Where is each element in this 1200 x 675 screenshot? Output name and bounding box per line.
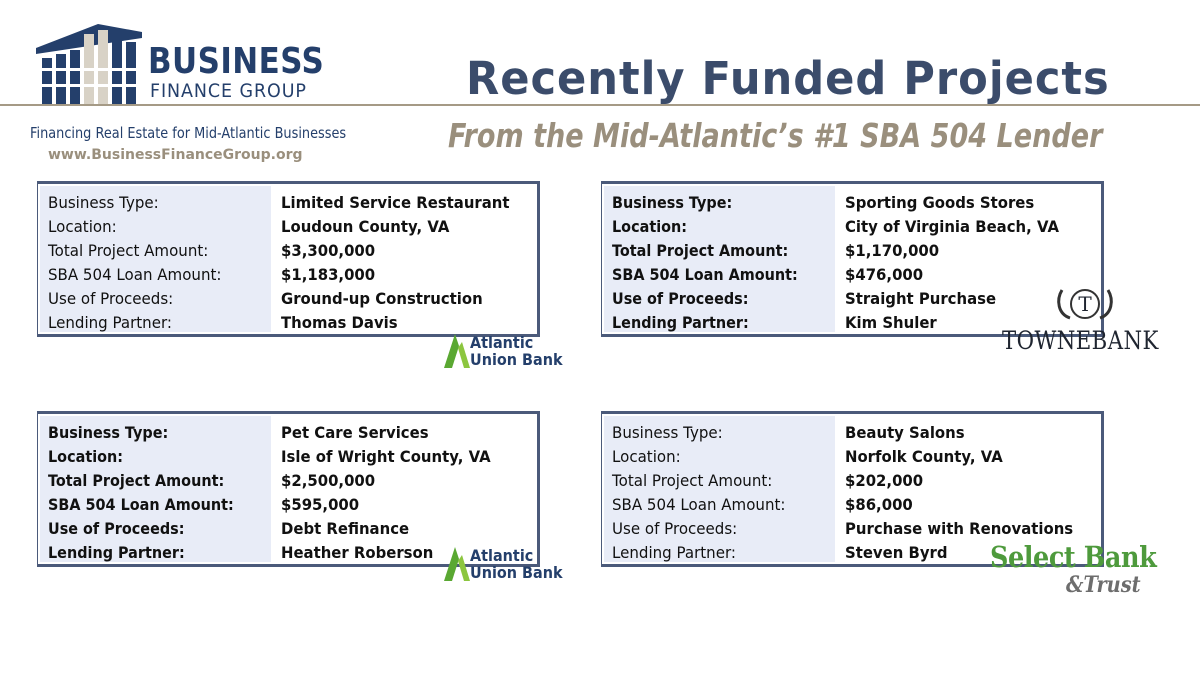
value-business-type: Beauty Salons — [845, 423, 965, 442]
townebank-wreath-icon — [1000, 284, 1170, 328]
label-sba-loan: SBA 504 Loan Amount: — [612, 495, 786, 514]
company-website: www.BusinessFinanceGroup.org — [48, 147, 303, 163]
label-lending-partner: Lending Partner: — [612, 543, 736, 562]
atlantic-logo-line1: Atlantic — [470, 546, 534, 565]
label-sba-loan: SBA 504 Loan Amount: — [612, 265, 798, 284]
select-bank-trust: &Trust — [1066, 572, 1141, 598]
label-use-of-proceeds: Use of Proceeds: — [612, 289, 749, 308]
value-total-project: $202,000 — [845, 471, 924, 490]
value-use-of-proceeds: Ground-up Construction — [281, 289, 483, 308]
label-total-project: Total Project Amount: — [612, 471, 773, 490]
page-title: Recently Funded Projects — [466, 52, 1110, 105]
atlantic-union-bank-icon — [444, 547, 470, 581]
value-sba-loan: $86,000 — [845, 495, 913, 514]
label-use-of-proceeds: Use of Proceeds: — [612, 519, 738, 538]
business-finance-group-logo-mark — [36, 24, 142, 110]
value-business-type: Limited Service Restaurant — [281, 193, 510, 212]
page-subtitle: From the Mid-Atlantic’s #1 SBA 504 Lender — [448, 116, 1103, 155]
value-sba-loan: $476,000 — [845, 265, 924, 284]
value-lending-partner: Heather Roberson — [281, 543, 434, 562]
field-labels — [40, 416, 271, 562]
atlantic-logo-line1: Atlantic — [470, 333, 534, 352]
field-labels — [40, 186, 271, 332]
atlantic-union-bank-icon — [444, 334, 470, 368]
label-lending-partner: Lending Partner: — [612, 313, 749, 332]
logo-line-business: BUSINESS — [148, 41, 325, 82]
label-location: Location: — [612, 217, 688, 236]
townebank-name: TOWNEBANK — [1002, 326, 1159, 355]
label-lending-partner: Lending Partner: — [48, 313, 172, 332]
value-sba-loan: $1,183,000 — [281, 265, 376, 284]
value-business-type: Sporting Goods Stores — [845, 193, 1035, 212]
project-card — [37, 181, 540, 337]
value-lending-partner: Steven Byrd — [845, 543, 948, 562]
field-labels — [604, 186, 835, 332]
select-bank-name: Select Bank — [990, 540, 1157, 574]
value-business-type: Pet Care Services — [281, 423, 429, 442]
atlantic-logo-line2: Union Bank — [470, 563, 563, 582]
townebank-logo — [1000, 284, 1170, 354]
field-values — [271, 186, 527, 332]
value-lending-partner: Thomas Davis — [281, 313, 398, 332]
value-location: City of Virginia Beach, VA — [845, 217, 1060, 236]
value-use-of-proceeds: Debt Refinance — [281, 519, 410, 538]
value-total-project: $2,500,000 — [281, 471, 376, 490]
label-business-type: Business Type: — [612, 423, 723, 442]
business-finance-group-logo-text — [148, 41, 353, 102]
value-location: Isle of Wright County, VA — [281, 447, 491, 466]
atlantic-union-bank-logo — [444, 547, 584, 583]
label-business-type: Business Type: — [612, 193, 733, 212]
label-use-of-proceeds: Use of Proceeds: — [48, 289, 174, 308]
label-location: Location: — [612, 447, 681, 466]
label-total-project: Total Project Amount: — [612, 241, 789, 260]
label-use-of-proceeds: Use of Proceeds: — [48, 519, 185, 538]
label-total-project: Total Project Amount: — [48, 241, 209, 260]
project-card — [37, 411, 540, 567]
field-labels — [604, 416, 835, 562]
value-use-of-proceeds: Purchase with Renovations — [845, 519, 1074, 538]
label-total-project: Total Project Amount: — [48, 471, 225, 490]
label-business-type: Business Type: — [48, 193, 159, 212]
atlantic-logo-line2: Union Bank — [470, 350, 563, 369]
label-sba-loan: SBA 504 Loan Amount: — [48, 495, 234, 514]
value-location: Loudoun County, VA — [281, 217, 450, 236]
company-tagline: Financing Real Estate for Mid-Atlantic Businesses — [30, 124, 347, 142]
field-values — [271, 416, 506, 562]
value-total-project: $1,170,000 — [845, 241, 940, 260]
label-business-type: Business Type: — [48, 423, 169, 442]
label-sba-loan: SBA 504 Loan Amount: — [48, 265, 222, 284]
value-lending-partner: Kim Shuler — [845, 313, 937, 332]
townebank-monogram: T — [1078, 292, 1092, 316]
atlantic-union-bank-logo — [444, 334, 584, 370]
label-lending-partner: Lending Partner: — [48, 543, 185, 562]
label-location: Location: — [48, 217, 117, 236]
value-location: Norfolk County, VA — [845, 447, 1003, 466]
value-total-project: $3,300,000 — [281, 241, 376, 260]
value-use-of-proceeds: Straight Purchase — [845, 289, 997, 308]
logo-line-finance-group: FINANCE GROUP — [150, 80, 307, 102]
label-location: Location: — [48, 447, 124, 466]
select-bank-trust-logo — [988, 540, 1158, 604]
value-sba-loan: $595,000 — [281, 495, 360, 514]
